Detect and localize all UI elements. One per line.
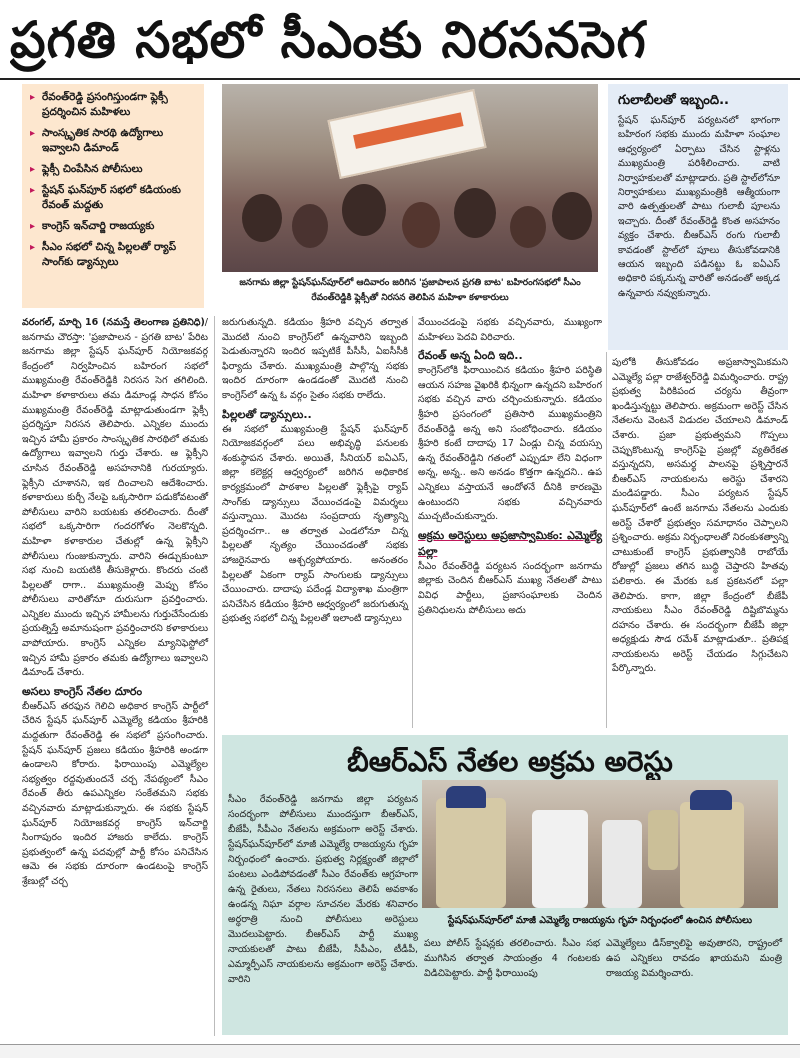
- col3-subhead2: అక్రమ అరెస్టులు అప్రజాస్వామికం: ఎమ్మెల్యే పల్లా: [418, 528, 602, 558]
- photo-caption: జనగామ జిల్లా స్టేషన్‌ఘన్‌పూర్‌లో ఆదివారం జరిగిన 'ప్రజాపాలన ప్రగతి బాట' బహిరంగసభలో సీఎం రేవంత్‌రెడ్డికి ఫ్లెక్సీతో నిరసన తెలిపిన మహిళా కళాకారులు: [239, 278, 581, 303]
- highlights-list: [30, 90, 198, 270]
- bottom-strip: [0, 1044, 800, 1058]
- arrest-photo-caption: స్టేషన్‌ఘన్‌పూర్‌లో మాజీ ఎమ్మెల్యే రాజయ్యను గృహ నిర్బంధంలో ఉంచిన పోలీసులు: [447, 915, 753, 926]
- highlight-item: ▸ ఫ్లెక్సీ చింపేసిన పోలీసులు: [30, 162, 198, 177]
- col4-body: పులోకి తీసుకోవడం అప్రజాస్వామికమని ఎమ్మెల్యే పల్లా రాజేశ్వర్‌రెడ్డి విమర్శించారు. రాష్ట్ర ప్రభుత్వ పిరికిపంద చర్యను తీవ్రంగా ఖండిస్తున్నట్టు తెలిపారు. అక్రమంగా అరెస్ట్‌ చేసిన నేతలను వెంటనే విడుదల చేయాలని డిమాండ్‌ చేశారు. ప్రజా ప్రభుత్వమని గొప్పలు చెప్పుకొంటున్న కాంగ్రెస్‌పై ప్రజల్లో వ్యతిరేకత వస్తున్నదని, అసమర్థ పాలనపై ప్రశ్నిస్తారనే బీఆర్‌ఎస్‌ నాయకులను అరెస్టు చేశారని మండిపడ్డారు. సీఎం పర్యటన స్టేషన్‌ ఘన్‌పూర్‌లో ఉంటే జనగామ నేతలను ఎందుకు అరెస్ట్‌ చేశారో ప్రభుత్వం సమాధానం చెప్పాలని ప్రశ్నించారు. అక్రమ నిర్బంధాలతో నిరంకుశత్వాన్ని చాటుకుంటే కాంగ్రెస్‌ ప్రభుత్వానికి రాబోయే రోజుల్లో ప్రజలు తగిన బుద్ధి చెప్తారని హితవు పలికారు. ఈ మేరకు ఒక ప్రకటనలో పల్లా తెలిపారు. కాగా, జిల్లా కేంద్రంలో బీజేపీ నాయకులు సీఎం రేవంత్‌రెడ్డి దిష్టిబొమ్మను దహనం చేశారు. ఈ సందర్భంగా బీజేపీ జిల్లా అధ్యక్షుడు సౌడ రమేశ్‌ మాట్లాడుతూ.. ప్రతిపక్ష నాయకులను అరెస్ట్‌ చేయడం సిగ్గుచేటని పేర్కొన్నారు.: [612, 357, 788, 675]
- column-divider: [606, 352, 607, 728]
- sidebar-box: [608, 84, 788, 350]
- article-column-1: [22, 316, 208, 1036]
- panel-headline: బీఆర్‌ఎస్‌ నేతల అక్రమ అరెస్టు: [347, 745, 673, 778]
- col3-body3: సీఎం రేవంత్‌రెడ్డి పర్యటన సందర్భంగా జనగామ జిల్లాకు చెందిన బీఆర్‌ఎస్‌ ముఖ్య నేతలతో పాటు వివిధ పార్టీలు, ప్రజాసంఘాలకు చెందిన ప్రతినిధులను పోలీసులు అదు: [418, 560, 602, 616]
- col2-subhead: పిల్లలతో డ్యాన్సులు..: [222, 407, 312, 421]
- highlight-item: ▸ స్టేషన్‌ ఘన్‌పూర్‌ సభలో కడియంకు రేవంత్‌ మద్దతు: [30, 183, 198, 213]
- col1-subhead: అసలు కాంగ్రెస్‌ నేతల దూరం: [22, 684, 143, 698]
- protest-photo: [222, 84, 598, 272]
- highlight-item: ▸ రేవంత్‌రెడ్డి ప్రసంగిస్తుండగా ఫ్లెక్సీ ప్రదర్శించిన మహిళలు: [30, 90, 198, 120]
- highlight-item: ▸ కాంగ్రెస్‌ ఇన్‌చార్జి రాజయ్యకు: [30, 219, 198, 234]
- article-column-3: [418, 316, 602, 728]
- highlight-item: ▸ సాంస్కృతిక సారథి ఉద్యోగాలు ఇవ్వాలని డిమాండ్‌: [30, 126, 198, 156]
- article-column-2: [222, 316, 408, 728]
- arrest-photo: [422, 780, 778, 908]
- column-divider: [214, 316, 215, 1036]
- highlights-box: [22, 84, 204, 308]
- col3-body: వేయించడంపై సభకు వచ్చినవారు, ముఖ్యంగా మహిళలు పెదవి విరిచారు.: [418, 317, 602, 343]
- col3-body2: కాంగ్రెస్‌లోకి ఫిరాయించిన కడియం శ్రీహరి పరిస్థితి ఆయన సహజ వైఖరికి భిన్నంగా ఉన్నదని బహిరంగ సభకు వచ్చిన వారు చర్చించుకున్నారు. కడియం శ్రీహరి ప్రసంగంలో ప్రతిసారి ముఖ్యమంత్రిని రేవంత్‌రెడ్డి అన్న అని సంబోధించారు. కడియం శ్రీహరి కంటే దాదాపు 17 ఏండ్లు చిన్న వయస్సు ఉన్న రేవంత్‌రెడ్డిని గతంలో ఎప్పుడూ లేని విధంగా అన్న, అన్న.. అని అనడం కొత్తగా ఉన్నదని.. ఉప ఎన్నికలు వస్తాయనే ఆందోళనే దీనికి కారణమై ఉంటుందని సభకు వచ్చినవారు ముచ్చటించుకున్నారు.: [418, 365, 602, 523]
- column-divider: [412, 316, 413, 728]
- col1-body: /జనగామ చౌరస్తా: 'ప్రజాపాలన - ప్రగతి బాట' పేరిట జనగామ జిల్లా స్టేషన్‌ ఘన్‌పూర్‌ నియోజకవర్గ కేంద్రంలో నిర్వహించిన బహిరంగ సభలో ముఖ్యమంత్రి రేవంత్‌రెడ్డికి నిరసన సెగ తగిలింది. మహిళా కళాకారులు తమ డిమాండ్ల సాధన కోసం ముఖ్యమంత్రి రేవంత్‌రెడ్డి మాట్లాడుతుండగా ఫ్లెక్సీ ప్రదర్శిస్తూ నిరసన తెలిపారు. ఎన్నికల ముందు ఇచ్చిన హామీ ప్రకారం సాంస్కృతిక సారథిలో తమకు ఉద్యోగాలు ఇవ్వాలని గుర్తు చేశారు. ఆ ఫ్లెక్సీని చూసిన రేవంత్‌రెడ్డి అసహనానికి గురయ్యారు. ఫ్లెక్సీని చూశానని, ఇక దించాలని ఆదేశించారు. కళాకారులు కుర్చీ నేలపై ఒక్కసారిగా పడుకోవటంతో పోలీసులు వారిని బయటకు తరలించారు. దీంతో సభలో ఒక్కసారిగా గందరగోళం నెలకొన్నది. మహిళా కళాకారుల చేతుల్లో ఉన్న ఫ్లెక్సీని పోలీసులు గుంజుకున్నారు. వారిని ఈడ్చుకుంటూ సభ నుంచి బయటికి తీసుకెళ్లారు. కొందరు చంటి పిల్లలతో రాగా.. ముఖ్యమంత్రి మెప్పు కోసం పోలీసులు వారితోనూ దురుసుగా ప్రవర్తించారు. ఎన్నికల ముందు ఇచ్చిన హామీలను గుర్తుచేసేందుకు ప్రయత్నిస్తే అమానుషంగా ప్రవర్తించారని కళాకారులు వాపోయారు. కాంగ్రెస్‌ ఎన్నికల మ్యానిఫెస్టోలో ఇచ్చిన హామీ ప్రకారం తమకు ఉద్యోగాలు ఇవ్వాలని డిమాండ్‌ చేశారు.: [22, 317, 208, 679]
- headline: ప్రగతి సభలో సీఎంకు నిరసనసెగ: [10, 11, 647, 69]
- panel-body-3: ఎమ్మెల్యేలు డిస్‌క్వాలిఫై అవుతారని, రాష్ట్రంలో ఉప ఎన్నికలు రావడం ఖాయమని మంత్రి రాజయ్య విమర్శించారు.: [606, 938, 782, 979]
- col2-body: జరుగుతున్నది. కడియం శ్రీహరి వచ్చిన తర్వాత మొదటి నుంచి కాంగ్రెస్‌లో ఉన్నవారిని ఇబ్బంది పెడుతున్నారని ఇందిర ఇప్పటికే పీసీసీ, ఏఐసీసీకి ఫిర్యాదు చేశారు. ముఖ్యమంత్రి పాల్గొన్న సభకు ఇందిర దూరంగా ఉండడంతో మొదటి నుంచి కాంగ్రెస్‌లో ఉన్న ఓ వర్గం సైతం సభకు రాలేదు.: [222, 317, 408, 401]
- panel-body-2: పలు పోలీస్‌ స్టేషన్లకు తరలించారు. సీఎం సభ ముగిసిన తర్వాత సాయంత్రం 4 గంటలకు విడిచిపెట్టారు. పార్టీ ఫిరాయింపు: [424, 938, 600, 979]
- protest-banner: [327, 89, 486, 179]
- sidebar-body: స్టేషన్‌ ఘన్‌పూర్‌ పర్యటనలో భాగంగా బహిరంగ సభకు ముందు మహిళా సంఘాల ఆధ్వర్యంలో ఏర్పాటు చేసిన స్టాళ్లను ముఖ్యమంత్రి పరిశీలించారు. వాటి నిర్వాహకులతో మాట్లాడారు. ప్రతి స్టాల్‌లోనూ నిర్వాహకులు ముఖ్యమంత్రికి ఆత్మీయంగా వారి ఉత్పత్తులతో పాటు గులాబీ పూలను ఇచ్చారు. దీంతో రేవంత్‌రెడ్డి కొంత అసహనం వ్యక్తం చేశారు. బీఆర్‌ఎస్‌ రంగు గులాబీ కావడంతో స్టాల్‌లో పూలు తీసుకోవడానికి ఆయన ఇబ్బంది పడినట్టు ఓ ఐఏఎస్‌ అధికారి పక్కనున్న వారితో అనడంతో అక్కడ ఉన్నవారు నవ్వుకున్నారు.: [618, 115, 780, 299]
- panel-body: సీఎం రేవంత్‌రెడ్డి జనగామ జిల్లా పర్యటన సందర్భంగా పోలీసులు ముందస్తుగా బీఆర్‌ఎస్‌, బీజేపీ, సీపీఎం నేతలను అక్రమంగా అరెస్ట్‌ చేశారు. స్టేషన్‌ఘన్‌పూర్‌లో మాజీ ఎమ్మెల్యే రాజయ్యను గృహ నిర్బంధంలో ఉంచారు. ప్రభుత్వ నిర్లక్ష్యంతో జిల్లాలో పంటలు ఎండిపోవడంతో సీఎం రేవంత్‌కు ఆగ్రహంగా ఉన్న రైతులు, నేతలు నిరసనలు తెలిపే అవకాశం ఉండన్న నిఘా వర్గాల సూచనల మేరకు శనివారం అర్ధరాత్రి నుంచి పోలీసులు అరెస్టులు మొదలుపెట్టారు. బీఆర్‌ఎస్‌ పార్టీ ముఖ్య నాయకులతో పాటు బీజేపీ, సీపీఎం, టీడీపీ, ఎమ్మార్పీఎస్‌ నాయకులను అక్రమంగా అరెస్ట్‌ చేశారు. వారిని: [228, 794, 418, 985]
- col3-subhead: రేవంత్‌ అన్న ఏంది ఇది..: [418, 349, 523, 363]
- sidebar-title: గులాబీలతో ఇబ్బంది..: [618, 93, 729, 108]
- col2-body2: ఈ సభలో ముఖ్యమంత్రి స్టేషన్‌ ఘన్‌పూర్‌ నియోజకవర్గంలో పలు అభివృద్ధి పనులకు శంకుస్థాపన చేశారు. అయితే, సీనియర్‌ ఐఏఎస్‌, జిల్లా కలెక్టర్ల ఆధ్వర్యంలో జరిగిన అధికారిక కార్యక్రమంలో పాఠశాల పిల్లలతో ఫ్లెక్సీపై ర్యాప్‌ సాంగ్‌కు డ్యాన్సులు వేయించడంపై విమర్శలు వస్తున్నాయి. మొదట సంప్రదాయ నృత్యాన్ని ప్రదర్శించగా.. ఆ తర్వాత ఎండలోనూ చిన్న పిల్లలతో నృత్యం చేయించడంతో సభకు హాజరైనవారు ఆశ్చర్యపోయారు. అనంతరం పిల్లలతో ఏకంగా ర్యాప్‌ సాంగులకు డ్యాన్సులు చేయించారు. దాదాపు పదేండ్ల విద్యాశాఖ మంత్రిగా పనిచేసిన కడియం శ్రీహరి ఆధ్వర్యంలో జరుగుతున్న ప్రభుత్వ సభలో చిన్న పిల్లలతో ఇలాంటి డ్యాన్సులు: [222, 423, 408, 625]
- highlight-item: ▸ సీఎం సభలో చిన్న పిల్లలతో ర్యాప్‌ సాంగ్‌కు డ్యాన్సులు: [30, 240, 198, 270]
- dateline: వరంగల్‌, మార్చి 16 (నమస్తే తెలంగాణ ప్రతినిధి): [22, 317, 205, 328]
- col1-body2: బీఆర్‌ఎస్‌ తరఫున గెలిచి అధికార కాంగ్రెస్‌ పార్టీలో చేరిన స్టేషన్‌ ఘన్‌పూర్‌ ఎమ్మెల్యే కడియం శ్రీహరికి మద్దతుగా రేవంత్‌రెడ్డి ఈ సభలో ప్రసంగించారు. స్టేషన్‌ ఘన్‌పూర్‌ ప్రజలు కడియం శ్రీహరికి అండగా ఉండాలని కోరారు. ఫిరాయింపు ఎమ్మెల్యేల సభ్యత్వం రద్దవుతుందనే చర్చ నేపథ్యంలో సీఎం రేవంత్‌ తీరు ఉపఎన్నికల సంకేతమని సభకు వచ్చినవారు మాట్లాడుకున్నారు. ఈ సభకు స్టేషన్‌ ఘన్‌పూర్‌ నియోజకవర్గ కాంగ్రెస్‌ ఇన్‌చార్జి సింగాపురం ఇందిర హాజరు కాలేదు. కాంగ్రెస్‌ ప్రభుత్వంలో ఉన్న పదవుల్లో పార్టీ కోసం పనిచేసిన ఆమె ఈ సభకు దూరంగా ఉండటంపై కాంగ్రెస్‌ శ్రేణుల్లో చర్చ: [22, 700, 208, 887]
- headline-rule: [0, 78, 800, 80]
- article-column-4: [612, 356, 788, 728]
